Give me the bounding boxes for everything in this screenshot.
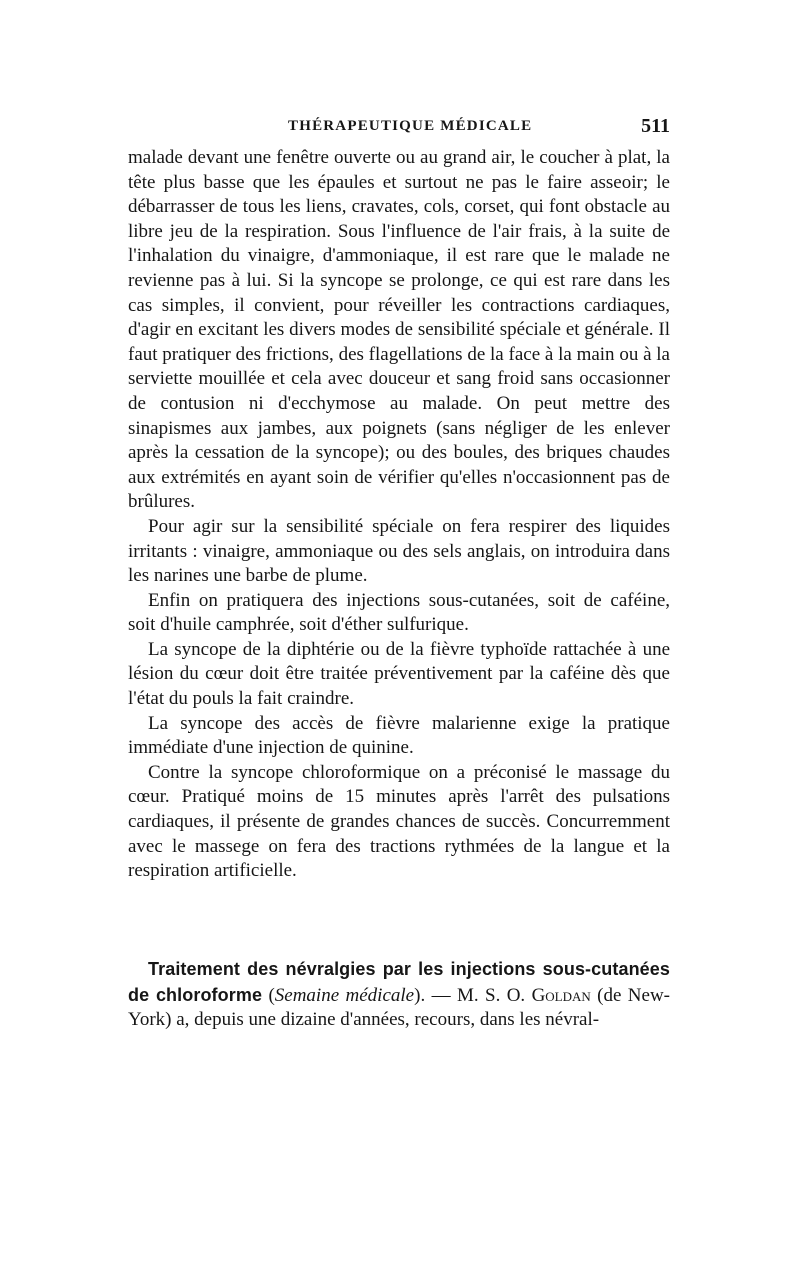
paragraph: La syncope des accès de fièvre malarienne exige la pratique immédiate d'une injection de quinine.	[128, 712, 670, 759]
page-number: 511	[641, 115, 670, 137]
source-open: (	[262, 984, 275, 1006]
paragraph: La syncope de la diphtérie ou de la fièvre typhoïde rattachée à une lésion du cœur doit être traitée préventivement par la caféine dès que l'état du pouls la fait craindre.	[128, 638, 670, 710]
author-name: Goldan	[531, 984, 591, 1006]
section-heading: Traitement des névralgies par les injections sous-cutanées de chloroforme	[128, 959, 670, 1005]
source-close: ). — M. S. O.	[414, 984, 532, 1006]
paragraph: Contre la syncope chloroformique on a préconisé le massage du cœur. Pratiqué moins de 15 minutes après l'arrêt des pulsations cardiaques, il présente de grandes chances de succès. Concurremment avec le massege on fera des tractions rythmées de la langue et la respiration artificielle.	[128, 761, 670, 882]
source-citation: Semaine médicale	[274, 984, 415, 1006]
paragraph: malade devant une fenêtre ouverte ou au grand air, le coucher à plat, la tête plus basse que les épaules et surtout ne pas le faire asseoir; le débarrasser de tous les liens, cravates, cols, corset, qui font obstacle au libre jeu de la respiration. Sous l'influence de l'air frais, à la suite de l'inhalation du vinaigre, d'ammoniaque, il est rare que le malade ne revienne pas à lui. Si la syncope se prolonge, ce qui est rare dans les cas simples, il convient, pour réveiller les contractions cardiaques, d'agir en excitant les divers modes de sensibilité spéciale et générale. Il faut pratiquer des frictions, des flagellations de la face à la main ou à la serviette mouillée et cela avec douceur et sang froid sans occasionner de contusion ni d'ecchymose au malade. On peut mettre des sinapismes aux jambes, aux poignets (sans négliger de les enlever après la cessation de la syncope); ou des boules, des briques chaudes aux extrémités en ayant soin de vérifier qu'elles n'occasionnent pas de brûlures.	[128, 147, 670, 513]
body-text	[128, 146, 670, 884]
paragraph: Pour agir sur la sensibilité spéciale on fera respirer des liquides irritants : vinaigre, ammoniaque ou des sels anglais, on introduira dans les narines une barbe de plume.	[128, 515, 670, 587]
running-title: THÉRAPEUTIQUE MÉDICALE	[288, 118, 533, 134]
section-paragraph	[128, 957, 670, 1033]
section-block	[128, 957, 670, 1033]
running-head	[128, 115, 670, 141]
paragraph: Enfin on pratiquera des injections sous-cutanées, soit de caféine, soit d'huile camphrée, soit d'éther sulfurique.	[128, 589, 670, 636]
section-text: (de New-York) a, depuis une dizaine d'années, recours, dans les névral-	[128, 984, 671, 1031]
